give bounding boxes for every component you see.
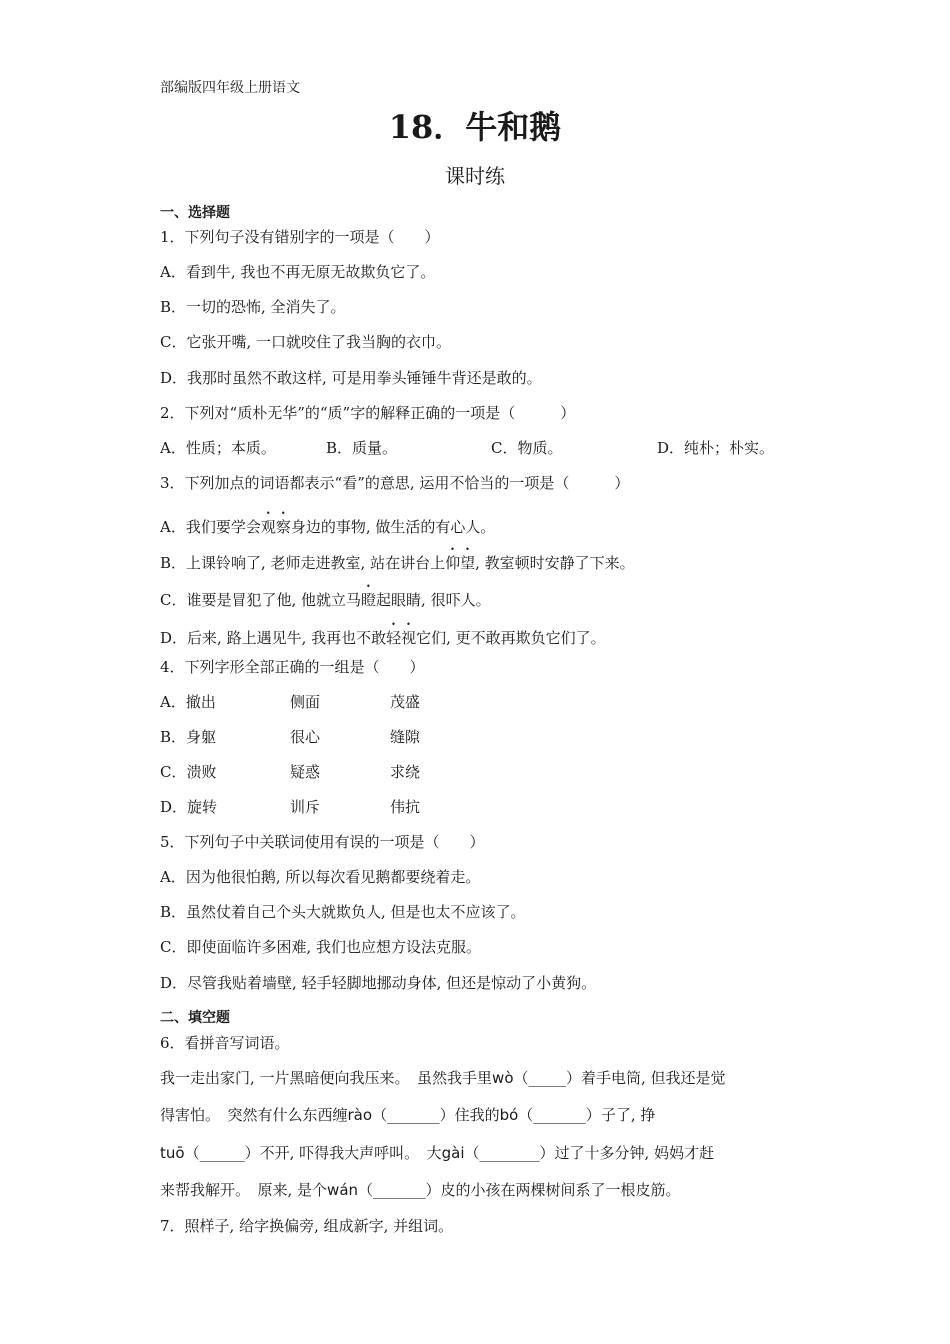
q3-option-a [160,509,495,537]
q3-b-dotted-word: 仰望 [445,554,476,572]
q4-a-word3: 茂盛 [390,693,421,711]
q3-d-post: 它们, 更不敢再欺负它们了。 [416,629,606,647]
q4-d-word3: 伟抗 [390,798,421,816]
q3-a-dotted-word: 观察 [260,518,291,536]
section-fill-heading: 二、填空题 [160,1010,230,1026]
q4-b-word3: 缝隙 [390,728,421,746]
q3-b-post: , 教室顿时安静了下来。 [475,554,635,572]
q4-stem: 4．下列字形全部正确的一组是（ ） [160,658,425,676]
q6-blank-tuo[interactable]: （______） [184,1144,260,1162]
q1-option-a: A．看到牛, 我也不再无原无故欺负它了。 [160,263,436,281]
q3-option-d [160,620,606,648]
book-header: 部编版四年级上册语文 [160,80,300,96]
q1-stem: 1．下列句子没有错别字的一项是（ ） [160,228,440,246]
q6-blank-gai[interactable]: （________） [464,1144,555,1162]
q3-option-b [160,545,635,573]
q6-l3-text-b: 过了十多分钟, 妈妈才赶 [554,1144,715,1162]
q6-pinyin-bo: bó [499,1106,519,1124]
q6-pinyin-rao: rào [347,1106,373,1124]
q3-c-post: 起眼睛, 很吓人。 [376,591,491,609]
q5-option-c: C．即使面临许多困难, 我们也应想方设法克服。 [160,938,482,956]
q4-c-word2: 疑惑 [290,763,321,781]
q6-l2-text-a: 得害怕。 突然有什么东西缠 [160,1106,348,1124]
q6-stem: 6．看拼音写词语。 [160,1034,290,1052]
q3-d-dotted-word: 轻视 [386,629,417,647]
q5-stem: 5．下列句子中关联词使用有误的一项是（ ） [160,833,485,851]
q5-option-d: D．尽管我贴着墙壁, 轻手轻脚地挪动身体, 但还是惊动了小黄狗。 [160,974,597,992]
q3-stem: 3．下列加点的词语都表示“看”的意思, 运用不恰当的一项是（ ） [160,474,630,492]
q6-l4-text-b: 皮的小孩在两棵树间系了一根皮筋。 [440,1181,681,1199]
q6-l2-text-b: 住我的 [454,1106,500,1124]
q3-option-c [160,582,491,610]
q6-line-3 [160,1143,714,1163]
q1-option-d: D．我那时虽然不敢这样, 可是用拳头锤锤牛背还是敢的。 [160,369,542,387]
q6-pinyin-wan: wán [327,1181,359,1199]
q4-b-word1: B．身躯 [160,728,217,746]
q6-pinyin-wo: wò [492,1069,514,1087]
q4-d-word1: D．旋转 [160,798,218,816]
q3-a-post: 身边的事物, 做生活的有心人。 [290,518,496,536]
q4-a-word2: 侧面 [290,693,321,711]
q3-a-pre: A．我们要学会 [160,518,261,536]
q6-l1-text-a: 我一走出家门, 一片黑暗便向我压来。 虽然我手里 [160,1069,493,1087]
q4-c-word1: C．溃败 [160,763,217,781]
q6-pinyin-tuo: tuō [160,1144,185,1162]
q6-pinyin-gai: gài [441,1144,465,1162]
q2-option-b: B．质量。 [326,439,398,457]
q4-d-word2: 训斥 [290,798,321,816]
q6-blank-wan[interactable]: （_______） [358,1181,441,1199]
q5-option-a: A．因为他很怕鹅, 所以每次看见鹅都要绕着走。 [160,868,481,886]
q6-l3-text-a: 不开, 吓得我大声呼叫。 大 [259,1144,442,1162]
q5-option-b: B．虽然仗着自己个头大就欺负人, 但是也太不应该了。 [160,903,526,921]
q6-blank-rao[interactable]: （_______） [372,1106,455,1124]
q2-option-a: A．性质；本质。 [160,439,276,457]
q3-c-pre: C．谁要是冒犯了他, 他就立马 [160,591,362,609]
lesson-title: 18．牛和鹅 [388,108,562,146]
q2-stem: 2．下列对“质朴无华”的“质”字的解释正确的一项是（ ） [160,404,576,422]
q6-line-2 [160,1105,655,1125]
q4-a-word1: A．撤出 [160,693,216,711]
q2-option-c: C．物质。 [491,439,563,457]
q4-c-word3: 求绕 [390,763,421,781]
q6-l1-text-b: 着手电筒, 但我还是觉 [581,1069,726,1087]
q3-d-pre: D．后来, 路上遇见牛, 我再也不敢 [160,629,387,647]
q6-line-1 [160,1068,726,1088]
q7-stem: 7．照样子, 给字换偏旁, 组成新字, 并组词。 [160,1217,454,1235]
q3-b-pre: B．上课铃响了, 老师走进教室, 站在讲台上 [160,554,446,572]
q6-blank-wo[interactable]: （_____） [513,1069,582,1087]
q1-option-c: C．它张开嘴, 一口就咬住了我当胸的衣巾。 [160,333,452,351]
q6-l2-text-c: 子了, 挣 [600,1106,656,1124]
lesson-subtitle: 课时练 [445,164,505,188]
q2-option-d: D．纯朴；朴实。 [657,439,775,457]
q3-c-dotted-word: 瞪 [361,591,377,609]
q4-b-word2: 很心 [290,728,321,746]
q6-blank-bo[interactable]: （_______） [518,1106,601,1124]
q1-option-b: B．一切的恐怖, 全消失了。 [160,298,346,316]
q6-l4-text-a: 来帮我解开。 原来, 是个 [160,1181,328,1199]
section-choice-heading: 一、选择题 [160,205,230,221]
q6-line-4 [160,1180,681,1200]
